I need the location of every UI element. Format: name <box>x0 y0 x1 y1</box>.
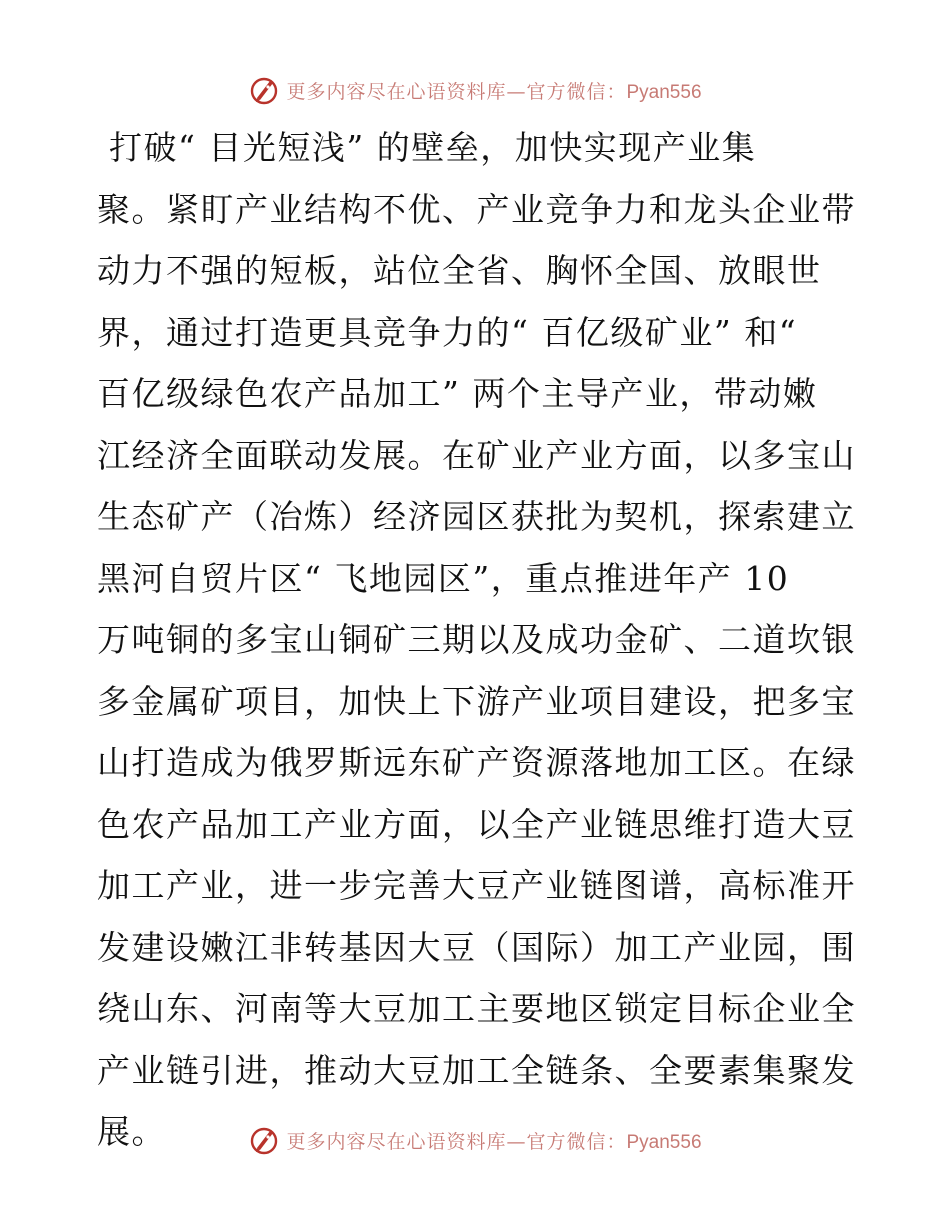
body-line: 黑河自贸片区“ 飞地园区”，重点推进年产 10 <box>97 558 790 598</box>
footer-banner-slogan: 更多内容尽在心语资料库 <box>286 1130 507 1153</box>
header-banner-text <box>286 77 701 104</box>
body-line: 展。 <box>97 1112 166 1151</box>
body-line: 发建设嫩江非转基因大豆（国际）加工产业园，围 <box>97 927 856 967</box>
quill-pen-logo-icon <box>248 74 280 106</box>
body-line: 百亿级绿色农产品加工” 两个主导产业，带动嫩 <box>97 374 818 413</box>
header-banner-handle: Pyan556 <box>626 81 702 103</box>
header-banner-dash: — <box>506 80 527 103</box>
document-body <box>97 117 857 1163</box>
footer-banner <box>0 1120 950 1160</box>
quill-pen-logo-icon <box>248 1124 280 1156</box>
body-line: 产业链引进，推动大豆加工全链条、全要素集聚发 <box>97 1050 856 1090</box>
body-line: 打破“ 目光短浅” 的壁垒，加快实现产业集 <box>97 128 757 167</box>
body-line: 聚。紧盯产业结构不优、产业竞争力和龙头企业带 <box>97 189 856 229</box>
footer-banner-contact: 官方微信： <box>526 1130 627 1153</box>
body-line: 界，通过打造更具竞争力的“ 百亿级矿业” 和“ <box>97 312 798 352</box>
footer-banner-text <box>286 1127 701 1154</box>
footer-banner-dash: — <box>506 1130 527 1153</box>
header-banner-contact: 官方微信： <box>526 80 627 103</box>
header-banner <box>0 70 950 110</box>
header-banner-slogan: 更多内容尽在心语资料库 <box>286 80 507 103</box>
body-line: 色农产品加工产业方面，以全产业链思维打造大豆 <box>97 804 856 844</box>
body-line: 多金属矿项目，加快上下游产业项目建设，把多宝 <box>97 681 856 721</box>
body-line: 山打造成为俄罗斯远东矿产资源落地加工区。在绿 <box>97 743 856 782</box>
body-line: 加工产业，进一步完善大豆产业链图谱，高标准开 <box>97 866 856 905</box>
body-line: 生态矿产（冶炼）经济园区获批为契机，探索建立 <box>97 497 856 536</box>
body-line: 江经济全面联动发展。在矿业产业方面，以多宝山 <box>97 435 856 475</box>
footer-banner-handle: Pyan556 <box>626 1131 702 1153</box>
body-line: 万吨铜的多宝山铜矿三期以及成功金矿、二道坎银 <box>97 620 856 659</box>
body-line: 动力不强的短板，站位全省、胸怀全国、放眼世 <box>97 251 822 290</box>
body-line: 绕山东、河南等大豆加工主要地区锁定目标企业全 <box>97 989 856 1028</box>
